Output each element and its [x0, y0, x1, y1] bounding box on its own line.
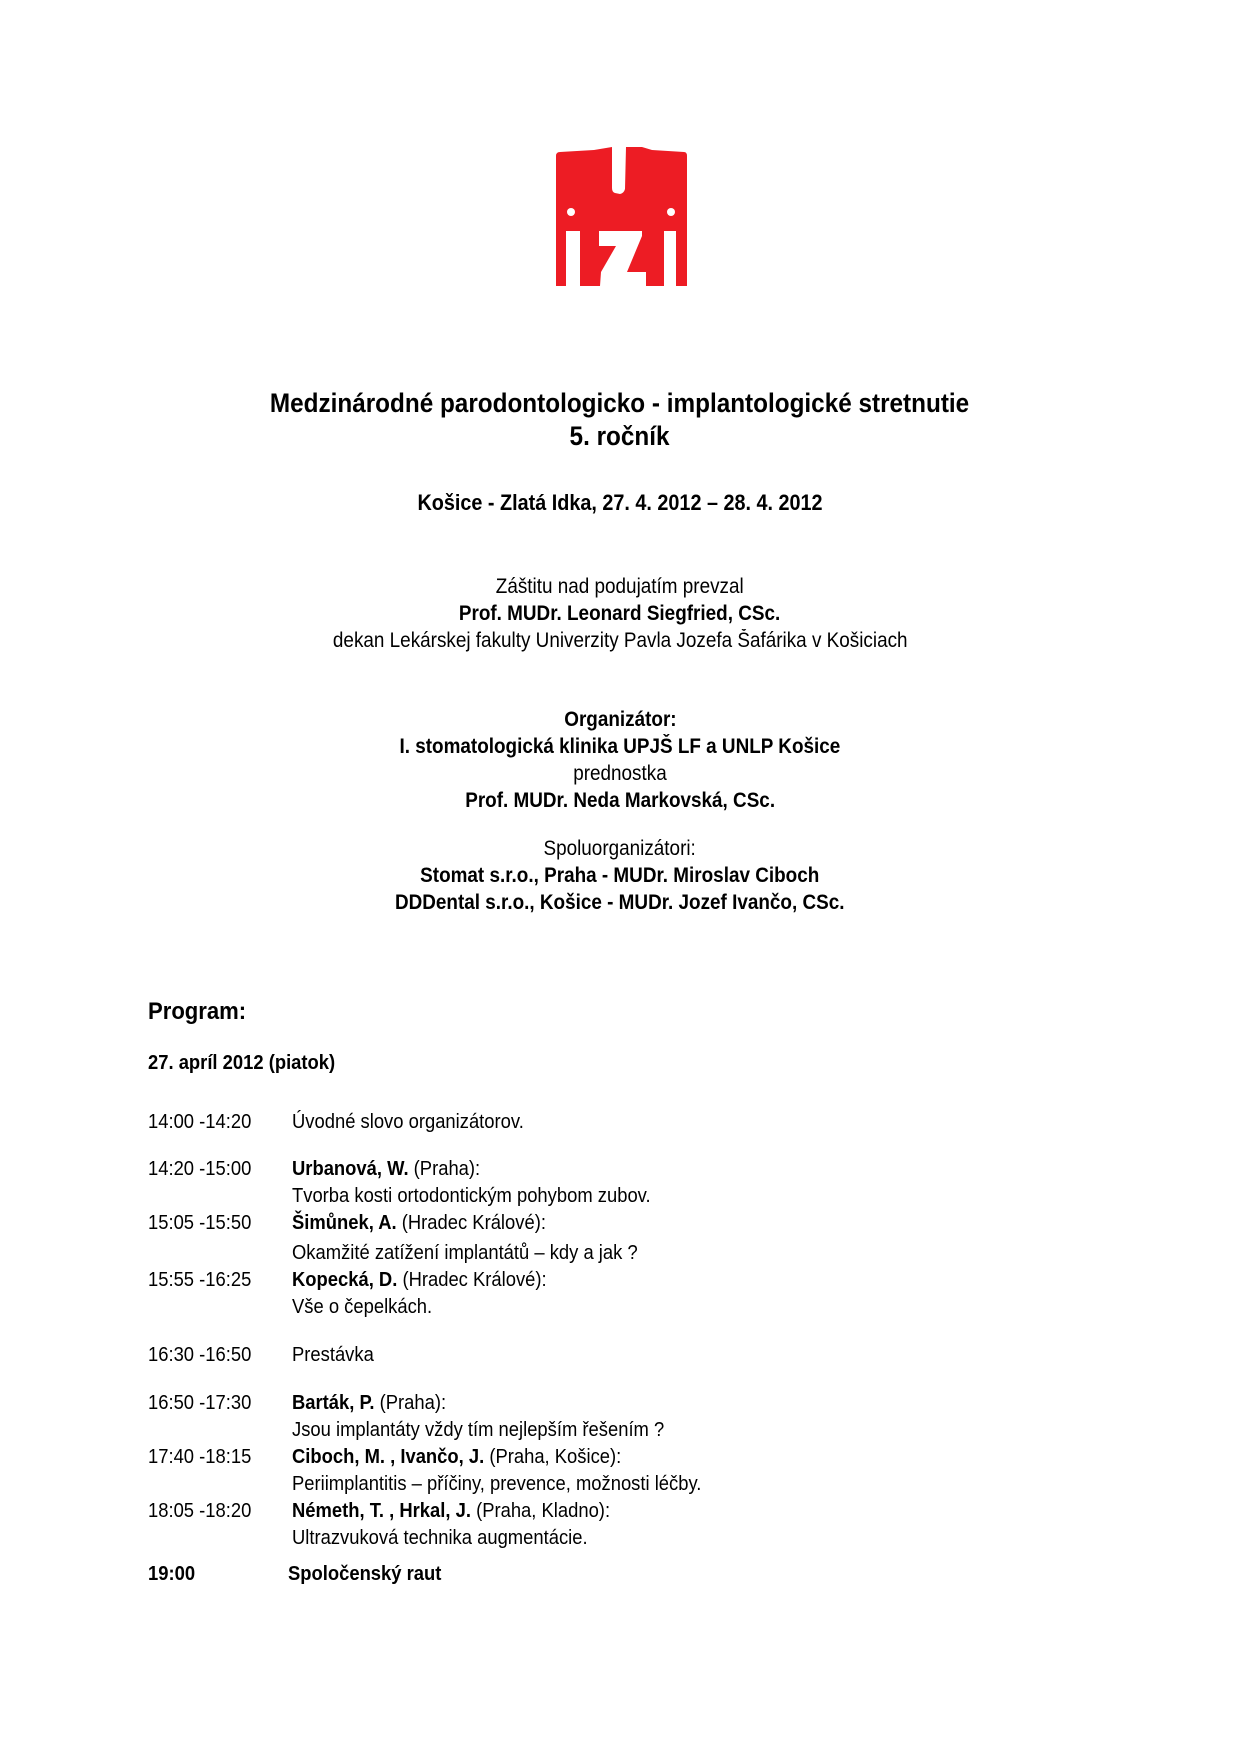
schedule-time: 15:55 -16:25: [148, 1269, 252, 1291]
schedule-time: 16:50 -17:30: [148, 1392, 252, 1414]
schedule-row-title: [148, 1237, 1148, 1267]
schedule-time: 15:05 -15:50: [148, 1212, 252, 1234]
evening-title: Spoločenský raut: [288, 1563, 442, 1585]
schedule-row-title: [148, 1183, 1148, 1210]
schedule-time: 17:40 -18:15: [148, 1446, 252, 1468]
program-day-heading: 27. apríl 2012 (piatok): [148, 1052, 336, 1074]
schedule-row-title: [148, 1417, 1148, 1444]
schedule-row: [148, 1498, 1148, 1525]
title-block: [0, 387, 1240, 453]
co-organizer-item: DDDental s.r.o., Košice - MUDr. Jozef Ivančo, CSc.: [395, 891, 845, 914]
schedule-row: [148, 1444, 1148, 1471]
izi-logo-icon: [554, 146, 688, 287]
schedule-speaker: Kopecká, D. (Hradec Králové):: [292, 1269, 547, 1291]
evening-event: [148, 1561, 1148, 1588]
event-title: Medzinárodné parodontologicko - implantologické stretnutie: [270, 388, 970, 418]
schedule-row-title: [148, 1294, 1148, 1321]
schedule-title: Okamžité zatížení implantátů – kdy a jak ?: [292, 1242, 638, 1264]
schedule-row: [148, 1561, 1148, 1588]
schedule-title: Úvodné slovo organizátorov.: [292, 1111, 524, 1133]
organizer-institution: I. stomatologická klinika UPJŠ LF a UNLP Košice: [399, 735, 841, 758]
co-organizers-label: Spoluorganizátori:: [543, 837, 697, 860]
patronage-block: [0, 573, 1240, 654]
schedule-title: Periimplantitis – příčiny, prevence, možnosti léčby.: [292, 1473, 702, 1495]
schedule-row: [148, 1109, 1148, 1136]
schedule-speaker: Barták, P. (Praha):: [292, 1392, 447, 1414]
schedule-row: [148, 1210, 1148, 1237]
organizer-block: [0, 706, 1240, 814]
schedule-title: Jsou implantáty vždy tím nejlepším řešením ?: [292, 1419, 665, 1441]
schedule-speaker: Šimůnek, A. (Hradec Králové):: [292, 1212, 546, 1234]
schedule-time: 14:00 -14:20: [148, 1111, 252, 1133]
location-dates-block: [0, 489, 1240, 516]
patron-name: Prof. MUDr. Leonard Siegfried, CSc.: [459, 602, 781, 625]
schedule-speaker: Németh, T. , Hrkal, J. (Praha, Kladno):: [292, 1500, 611, 1522]
edition-label: 5. ročník: [570, 421, 670, 451]
program-schedule: [148, 1109, 1148, 1552]
co-organizer-item: Stomat s.r.o., Praha - MUDr. Miroslav Ciboch: [420, 864, 820, 887]
evening-time: 19:00: [148, 1563, 196, 1585]
schedule-speaker: Ciboch, M. , Ivančo, J. (Praha, Košice):: [292, 1446, 622, 1468]
schedule-time: 18:05 -18:20: [148, 1500, 252, 1522]
schedule-row-title: [148, 1525, 1148, 1552]
schedule-row: [148, 1156, 1148, 1183]
schedule-title: Vše o čepelkách.: [292, 1296, 433, 1318]
schedule-speaker: Urbanová, W. (Praha):: [292, 1158, 481, 1180]
patronage-intro: Záštitu nad podujatím prevzal: [496, 575, 744, 598]
schedule-row-title: [148, 1471, 1148, 1498]
location-dates: Košice - Zlatá Idka, 27. 4. 2012 – 28. 4. 2012: [417, 490, 823, 515]
schedule-time: 16:30 -16:50: [148, 1344, 252, 1366]
co-organizers-block: [0, 835, 1240, 916]
schedule-time: 14:20 -15:00: [148, 1158, 252, 1180]
schedule-row: [148, 1342, 1148, 1369]
schedule-title: Tvorba kosti ortodontickým pohybom zubov.: [292, 1185, 651, 1207]
schedule-row: [148, 1390, 1148, 1417]
schedule-row: [148, 1267, 1148, 1294]
schedule-title: Prestávka: [292, 1344, 374, 1366]
organizer-label: Organizátor:: [563, 708, 677, 731]
patron-role: dekan Lekárskej fakulty Univerzity Pavla Jozefa Šafárika v Košiciach: [332, 629, 908, 652]
schedule-title: Ultrazvuková technika augmentácie.: [292, 1527, 588, 1549]
organizer-role: prednostka: [573, 762, 667, 785]
program-heading: Program:: [148, 998, 247, 1025]
organizer-name: Prof. MUDr. Neda Markovská, CSc.: [465, 789, 775, 812]
